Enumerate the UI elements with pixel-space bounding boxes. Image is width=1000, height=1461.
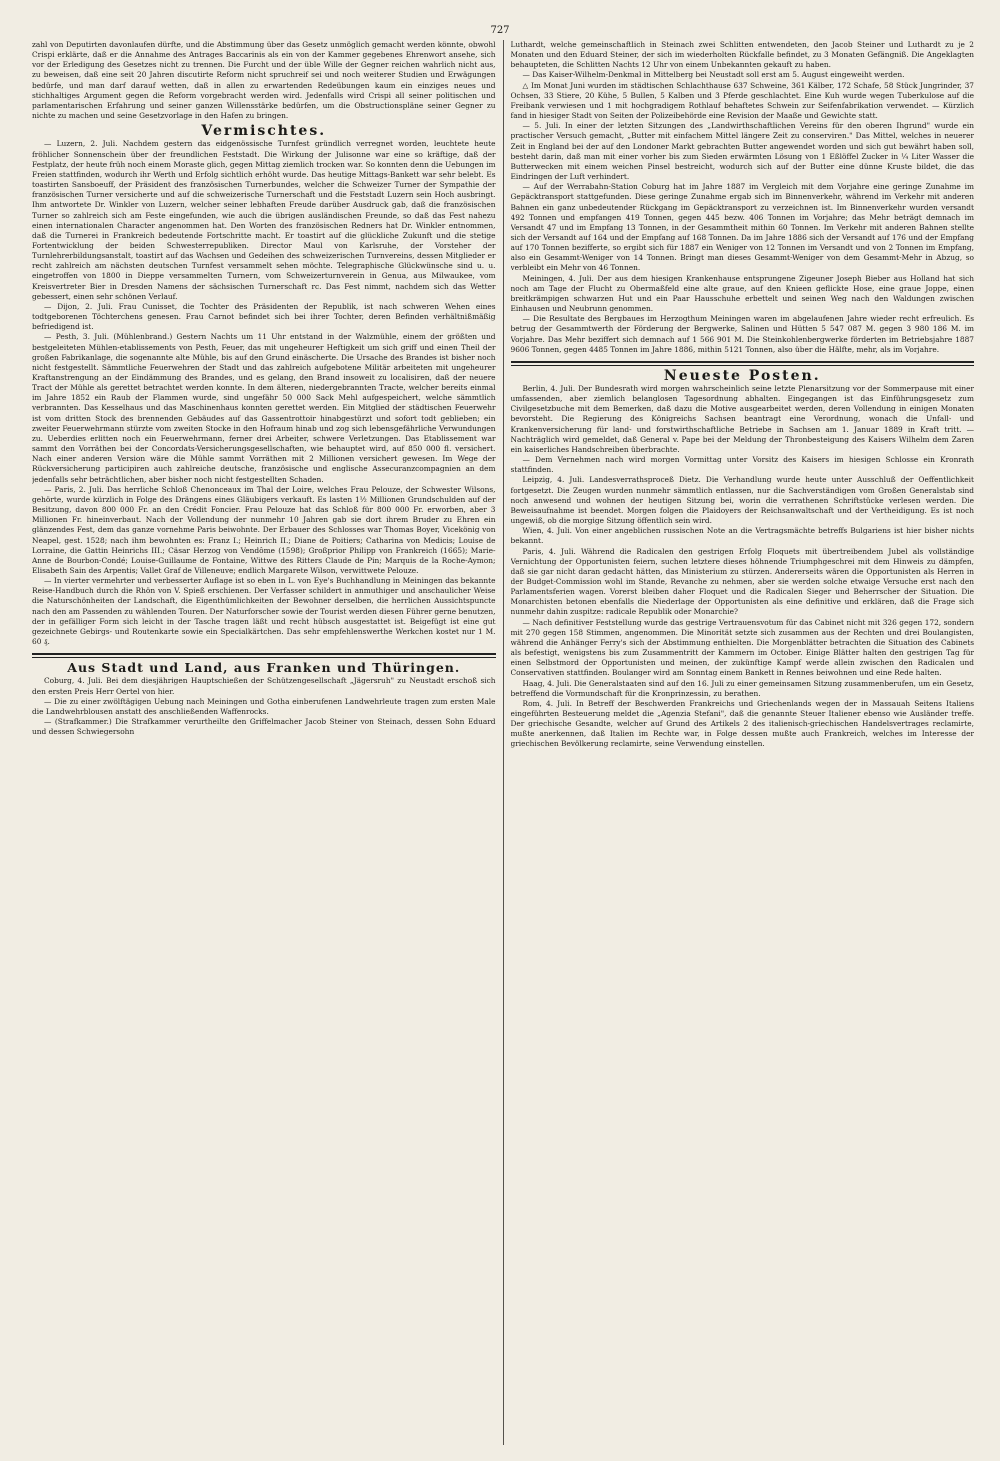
article-paragraph: — Dijon, 2. Juli. Frau Cunisset, die Tochter des Präsidenten der Republik, ist nach schweren Wehen eines todtgeborenen Töchterchens genesen. Frau Carnot befindet sich bei ihrer Tochter, deren Befinden verhältnißmäßig befriedigend ist.	[32, 301, 496, 332]
article-paragraph: — Nach definitiver Feststellung wurde das gestrige Vertrauensvotum für das Cabinet nicht mit 326 gegen 172, sondern mit 270 gegen 158 Stimmen, angenommen. Die Minorität setzte sich zusammen aus der Rechten und drei Boulangisten, während die Anhänger Ferry's sich der Abstimmung enthielten. Die Morgenblätter betrachten die Situation des Cabinets als befestigt, wenigstens bis zum Zusammentritt der Kammern im October. Einige Blätter halten den gestrigen Tag für einen Selbstmord der Opportunisten und meinen, der zukünftige Kampf werde allein zwischen den Radicalen und Conservativen stattfinden. Boulanger wird am Sonntag einem Bankett in Rennes beiwohnen und eine Rede halten.	[510, 617, 975, 678]
article-paragraph: — Die Resultate des Bergbaues im Herzogthum Meiningen waren im abgelaufenen Jahre wieder recht erfreulich. Es betrug der Gesammtwerth der Förderung der Bergwerke, Salinen und Hütten 5 547 087 M. gegen 3 980 186 M. im Vorjahre. Das Mehr beziffert sich demnach auf 1 566 901 M. Die Steinkohlenbergwerke förderten im Betriebsjahre 1887 9606 Tonnen, gegen 4485 Tonnen im Jahre 1886, mithin 5121 Tonnen, also über die Hälfte, mehr, als im Vorjahre.	[510, 314, 975, 354]
article-paragraph: — Das Kaiser-Wilhelm-Denkmal in Mittelberg bei Neustadt soll erst am 5. August eingeweiht werden.	[522, 70, 905, 80]
left-column	[32, 40, 496, 1445]
section-rule	[511, 361, 975, 363]
article-paragraph: — Luzern, 2. Juli. Nachdem gestern das eidgenössische Turnfest gründlich verregnet worden, leuchtete heute fröhlicher Sonnenschein über der freundlichen Feststadt. Die Wirkung der Julisonne war eine so kräftige, daß der Festplatz, der heute früh noch einem Moraste glich, gegen Mittag ziemlich trocken war. So konnten denn die Uebungen im Freien stattfinden, wodurch ihr Werth und Erfolg sichtlich erhöht wurde. Das heutige Mittags-Bankett war sehr belebt. Es toastirten Sansboeuff, der Präsident des französischen Turnerbundes, welcher die Schweizer Turner der Sympathie der französischen Turner versicherte und auf die schweizerische Turnerschaft und die Feststadt Luzern sein Hoch ausbringt. Ihm antwortete Dr. Winkler von Luzern, welcher seiner lebhaften Freude darüber Ausdruck gab, daß die französischen Turner so zahlreich sich am Feste eingefunden, wie auch die übrigen ausländischen Freunde, so daß das Fest nahezu einen internationalen Character angenommen hat. Den Worten des französischen Redners hat Dr. Winkler entnommen, daß die Turnerei in Frankreich bedeutende Fortschritte macht. Er toastirt auf die glückliche Zukunft und die stetige Fortentwicklung der beiden Schwesterrepubliken. Director Maul von Karlsruhe, der Vorsteher der Turnlehrerbildungsanstalt, toastirt auf das Wachsen und Gedeihen des schweizerischen Turnvereins, dessen Mitglieder er recht zahlreich am nächsten deutschen Turnfest versammelt sehen möchte. Telegraphische Glückwünsche sind u. u. eingetroffen von 1800 in Dieppe versammelten Turnern, vom Schweizerturnverein in Genua, aus Milwaukee, vom Kreisvertreter Bier in Dresden Namens der sächsischen Turnerschaft rc. Das Fest nimmt, nachdem sich das Wetter gebessert, einen sehr schönen Verlauf.	[32, 139, 496, 301]
article-paragraph: — 5. Juli. In einer der letzten Sitzungen des „Landwirthschaftlichen Vereins für den oberen Ihgrund" wurde ein practischer Versuch gemacht, „Butter mit einfachem Mittel längere Zeit zu conserviren." Das Mittel, welches in neuerer Zeit in England bei der auf den Londoner Markt gebrachten Butter angewendet worden und sich gut bewährt haben soll, besteht darin, daß man mit einer vorher bis zum Sieden erwärmten Lösung von 1 Eßlöffel Zucker in ¼ Liter Wasser die Butterwecken mit einem weichen Pinsel bestreicht, wodurch sich auf der Butter eine dünne Kruste bildet, die das Eindringen der Luft verhindert.	[510, 121, 975, 182]
article-paragraph: Luthardt, welche gemeinschaftlich in Steinach zwei Schlitten entwendeten, den Jacob Steiner und Luthardt zu je 2 Monaten und den Eduard Steiner, der sich im wiederholten Rückfalle befindet, zu 3 Monaten Gefängniß. Die Angeklagten behaupteten, die Schlitten Nachts 12 Uhr von einem Unbekannten gekauft zu haben.	[510, 40, 975, 70]
article-paragraph: Rom, 4. Juli. In Betreff der Beschwerden Frankreichs und Griechenlands wegen der in Massauah Seitens Italiens eingeführten Besteuerung meldet die „Agenzia Stefani", daß die genannte Steuer Italiener ebenso wie Ausländer treffe. Der griechische Gesandte, welcher auf Grund des Artikels 2 des italienisch-griechischen Handelsvertrages reclamirte, mußte anerkennen, daß Italien im Rechte war, in Folge dessen mußte auch Frankreich, welches im Interesse der griechischen Bevölkerung reclamirte, seine Verwendung einstellen.	[510, 698, 975, 749]
article-paragraph: — Die zu einer zwölftägigen Uebung nach Meiningen und Gotha einberufenen Landwehrleute tragen zum ersten Male die Landwehrblousen anstatt des anschließenden Waffenrocks.	[32, 696, 496, 716]
page-number: 727	[490, 25, 510, 36]
article-paragraph: — In vierter vermehrter und verbesserter Auflage ist so eben in L. von Eye's Buchhandlung in Meiningen das bekannte Reise-Handbuch durch die Rhön von V. Spieß erschienen. Der Verfasser schildert in anmuthiger und anschaulicher Weise die Naturschönheiten der Landschaft, die Eigenthümlichkeiten der Bewohner derselben, die herrlichen Aussichtspuncte nach den am Passenden zu wählenden Touren. Der Naturforscher sowie der Tourist werden diesen Führer gerne benutzen, der in gefälliger Form sich leicht in der Tasche tragen läßt und recht hübsch ausgestattet ist. Beigefügt ist eine gut gezeichnete Gebirgs- und Routenkarte sowie ein Specialkärtchen. Das sehr empfehlenswerthe Werkchen kostet nur 1 M. 60 ₰.	[32, 576, 496, 647]
article-paragraph: Meiningen, 4. Juli. Der aus dem hiesigen Krankenhause entsprungene Zigeuner Joseph Bieber aus Holland hat sich noch am Tage der Flucht zu Obermaßfeld eine alte graue, auf den Knieen geflickte Hose, eine graue Joppe, einen breitkrämpigen schwarzen Hut und ein Paar Hausschuhe erbettelt und seinen Weg nach den Waldungen zwischen Einhausen und Neubrunn genommen.	[510, 273, 975, 314]
article-paragraph: — Paris, 2. Juli. Das herrliche Schloß Chenonceaux im Thal der Loire, welches Frau Pelouze, der Schwester Wilsons, gehörte, wurde kürzlich in Folge des Drängens eines Gläubigers verkauft. Es lasten 1½ Millionen Grundschulden auf der Besitzung, davon 800 000 Fr. an den Crédit Foncier. Frau Pelouze hat das Schloß für 800 000 Fr. erworben, aber 3 Millionen Fr. hineinverbaut. Nach der Vollendung der nunmehr 10 Jahren gab sie dort ihrem Bruder zu Ehren ein glänzendes Fest, dem das ganze vornehme Paris beiwohnte. Der Erbauer des Schlosses war Thomas Boyer, Vicekönig von Neapel, gest. 1528; nach ihm bewohnten es: Franz I.; Heinrich II.; Diane de Poitiers; Catharina von Medicis; Louise de Lorraine, die Gattin Heinrichs III.; Cäsar Herzog von Vendôme (1598); Großprior Philipp von Frankreich (1665); Marie-Anne de Bourbon-Condé; Louise-Guillaume de Fontaine, Wittwe des Ritters Claude de Pin; Marquis de la Roche-Aymon; Elisabeth Sain des Arpentis; Vallet Graf de Villeneuve; endlich Margarete Wilson, verwittwete Pelouze.	[32, 484, 496, 575]
article-paragraph: — Pesth, 3. Juli. (Mühlenbrand.) Gestern Nachts um 11 Uhr entstand in der Walzmühle, einem der größten und bestgeleiteten Mühlen-etablissements von Pesth, Feuer, das mit ungeheurer Heftigkeit um sich griff und einen Theil der großen Fabrikanlage, die sogenannte alte Mühle, bis auf den Grund einäscherte. Die Ursache des Brandes ist bisher noch nicht festgestellt. Sämmtliche Feuerwehren der Stadt und das zahlreich aufgebotene Militär arbeiteten mit ungeheurer Kraftanstrengung an der Eindämmung des Brandes, und es gelang, den Brand insoweit zu localisiren, daß der neuere Tract der Mühle als gerettet betrachtet werden konnte. In dem älteren, niedergebrannten Tracte, welcher bereits einmal im Jahre 1852 ein Raub der Flammen wurde, sind ungefähr 50 000 Sack Mehl aufgespeichert, welche sämmtlich verbrannten. Das Kesselhaus und das Maschinenhaus konnten gerettet werden. Ein Mitglied der städtischen Feuerwehr ist vom dritten Stock des brennenden Gebäudes auf das Gassentrottoir hinabgestürzt und sofort todt geblieben; ein zweiter Feuerwehrmann stürzte vom zweiten Stocke in den Hofraum hinab und zog sich lebensgefährliche Verwundungen zu. Ueberdies erlitten noch ein Feuerwehrmann, ferner drei Arbeiter, schwere Verletzungen. Das Etablissement war sammt den Vorräthen bei der Concordats-Versicherungsgesellschaften, wie behauptet wird, auf 850 000 fl. versichert. Nach einer anderen Version wäre die Mühle sammt Vorräthen mit 2 Millionen versichert gewesen. Im Wege der Rückversicherung participiren auch zahlreiche deutsche, französische und englische Assecuranzcompagnien an dem jedenfalls sehr beträchtlichen, aber bisher noch nicht festgestellten Schaden.	[32, 332, 496, 484]
article-paragraph: zahl von Deputirten davonlaufen dürfte, und die Abstimmung über das Gesetz unmöglich gemacht werden könnte, obwohl Crispi erklärte, daß er die Annahme des Antrages Baccarinis als ein von der Kammer gegebenes Ehrenwort ansehe, sich vor der Erledigung des Gesetzes nicht zu trennen. Die Furcht und der üble Wille der Gegner reichen wahrlich nicht aus, zu beweisen, daß eine seit 20 Jahren discutirte Reform nicht spruchreif sei und noch weiterer Studien und Erwägungen bedürfe, und man darf darauf wetten, daß in allen zu erwartenden Redeübungen kaum ein einziges neues und stichhaltiges Argument gegen die Reform vorgebracht werden wird. Jedenfalls wird Crispi all seiner politischen und parlamentarischen Erfahrung und seiner ganzen Willensstärke bedürfen, um die Obstructionspläne seiner Gegner zu nichte zu machen und seine Gesetzvorlage in den Hafen zu bringen.	[32, 40, 496, 121]
article-paragraph: Wien, 4. Juli. Von einer angeblichen russischen Note an die Vertragsmächte betreffs Bulgariens ist hier bisher nichts bekannt.	[510, 526, 975, 546]
article-paragraph: Coburg, 4. Juli. Bei dem diesjährigen Hauptschießen der Schützengesellschaft „Jägersruh" zu Neustadt erschoß sich den ersten Preis Herr Oertel von hier.	[32, 676, 496, 696]
article-paragraph: △ Im Monat Juni wurden im städtischen Schlachthause 637 Schweine, 361 Kälber, 172 Schafe, 58 Stück Jungrinder, 37 Ochsen, 33 Stiere, 20 Kühe, 5 Bullen, 5 Kalben und 3 Pferde geschlachtet. Eine Kuh wurde wegen Tuberkulose auf die Freibank verwiesen und 1 mit hochgradigem Rothlauf behaftetes Schwein zur Seifenfabrikation verwendet. — Kürzlich fand in hiesiger Stadt von Seiten der Polizeibehörde eine Revision der Maaße und Gewichte statt.	[510, 80, 975, 121]
right-column	[511, 40, 975, 1445]
column-divider	[503, 40, 504, 1445]
section-rule	[32, 657, 496, 658]
article-paragraph: Paris, 4. Juli. Während die Radicalen den gestrigen Erfolg Floquets mit übertreibendem Jubel als vollständige Vernichtung der Opportunisten feiern, suchen letztere dieses höhnende Triumphgeschrei mit dem Hinweis zu dämpfen, daß sie gar nicht daran gedacht hätten, das Ministerium zu stürzen. Andererseits wären die Opportunisten als Herren in der Budget-Commission wohl im Stande, Revanche zu nehmen, aber sie werden solche etwaige Versuche erst nach den Parlamentsferien wagen. Vorerst bleiben daher Floquet und die Radicalen Sieger und Beherrscher der Situation. Die Monarchisten betonen ebenfalls die Niederlage der Opportunisten als eine definitive und erklären, daß die Frage sich nunmehr dahin zuspitze: radicale Republik oder Monarchie?	[510, 546, 975, 617]
article-paragraph: — (Strafkammer.) Die Strafkammer verurtheilte den Griffelmacher Jacob Steiner von Steinach, dessen Sohn Eduard und dessen Schwiegersohn	[32, 717, 496, 737]
article-paragraph: Berlin, 4. Juli. Der Bundesrath wird morgen wahrscheinlich seine letzte Plenarsitzung vor der Sommerpause mit einer umfassenden, aber ziemlich belanglosen Tagesordnung abhalten. Eingegangen ist das Einführungsgesetz zum Civilgesetzbuche mit dem Bemerken, daß dazu die Motive ausgearbeitet werden, deren Vollendung in einigen Monaten bevorsteht. Die Regierung des Königreichs Sachsen beantragt eine Verordnung, wonach die Unfall- und Krankenversicherung für land- und forstwirthschaftliche Betriebe in Sachsen am 1. Januar 1889 in Kraft tritt. — Nachträglich wird gemeldet, daß General v. Pape bei der Meldung der Thronbesteigung des Kaisers Wilhelm dem Zaren ein kaiserliches Handschreiben überbrachte.	[510, 384, 975, 454]
columns	[32, 40, 974, 1445]
section-heading: Vermischtes.	[201, 123, 327, 140]
article-paragraph: — Dem Vernehmen nach wird morgen Vormittag unter Vorsitz des Kaisers im hiesigen Schlosse ein Kronrath stattfinden.	[510, 455, 975, 475]
section-heading: Neueste Posten.	[663, 367, 821, 384]
section-rule	[32, 653, 496, 655]
section-heading: Aus Stadt und Land, aus Franken und Thüringen.	[67, 660, 461, 676]
section-rule	[511, 365, 975, 366]
article-paragraph: Haag, 4. Juli. Die Generalstaaten sind auf den 16. Juli zu einer gemeinsamen Sitzung zusammenberufen, um ein Gesetz, betreffend die Vormundschaft für die Kronprinzessin, zu berathen.	[510, 678, 975, 698]
article-paragraph: — Auf der Werrabahn-Station Coburg hat im Jahre 1887 im Vergleich mit dem Vorjahre eine geringe Zunahme im Gepäcktransport stattgefunden. Diese geringe Zunahme ergab sich im Binnenverkehr, während im Verkehr mit anderen Bahnen ein ganz unbedeutender Rückgang im Gepäcktransport zu verzeichnen ist. Im Binnenverkehr wurden versandt 492 Tonnen und empfangen 419 Tonnen, gegen 445 bezw. 406 Tonnen im Vorjahre; das Mehr beträgt demnach im Versandt 47 und im Empfang 13 Tonnen, in der Gesammtheit mithin 60 Tonnen. Im Verkehr mit anderen Bahnen stellte sich der Versandt auf 164 und der Empfang auf 168 Tonnen. Da im Jahre 1886 sich der Versandt auf 176 und der Empfang auf 170 Tonnen bezifferte, so ergibt sich für 1887 ein Weniger von 12 Tonnen im Versandt und von 2 Tonnen im Empfang, also ein Gesammt-Weniger von 14 Tonnen. Bringt man dieses Gesammt-Weniger von dem Gesammt-Mehr in Abzug, so verbleibt ein Mehr von 46 Tonnen.	[510, 182, 975, 273]
article-paragraph: Leipzig, 4. Juli. Landesverrathsproceß Dietz. Die Verhandlung wurde heute unter Ausschluß der Oeffentlichkeit fortgesetzt. Die Zeugen wurden nunmehr sämmtlich entlassen, nur die Sachverständigen vom Großen Generalstab sind noch anwesend und wohnen der heutigen Sitzung bei, worin die verrathenen Schriftstücke verlesen werden. Die Beweisaufnahme ist beendet. Morgen folgen die Plaidoyers der Reichsanwaltschaft und der Vertheidigung. Es ist noch ungewiß, ob die morgige Sitzung öffentlich sein wird.	[510, 475, 975, 526]
